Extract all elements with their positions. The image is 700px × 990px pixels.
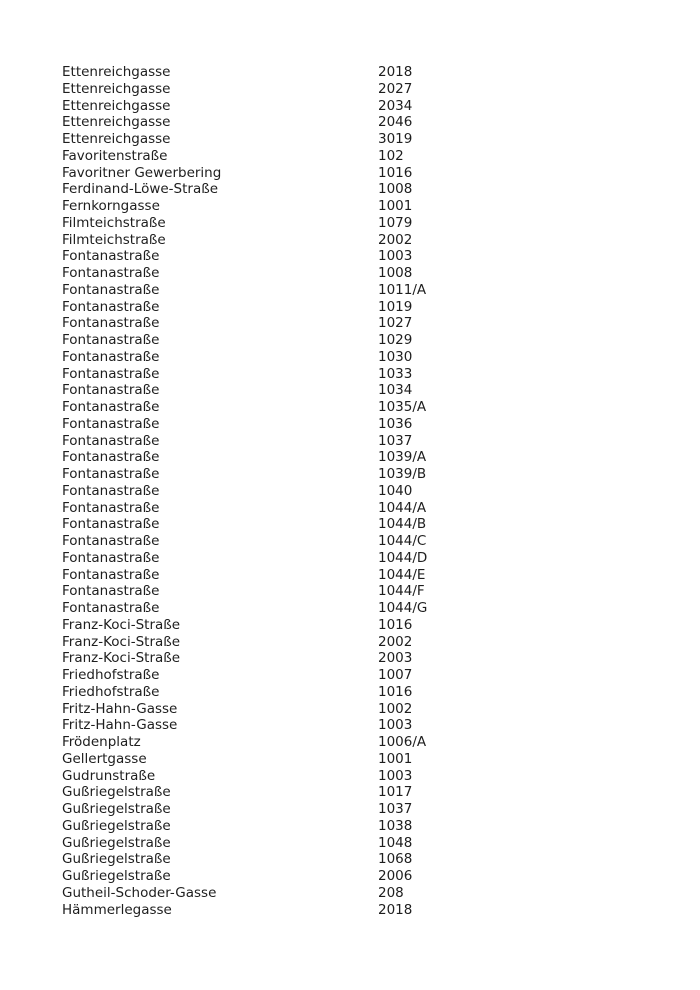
street-name: Fontanastraße [62,533,160,549]
list-row [62,902,680,919]
list-row [62,315,680,332]
list-row [62,399,680,416]
list-row [62,165,680,182]
street-name: Gußriegelstraße [62,801,171,817]
street-name: Fontanastraße [62,265,160,281]
street-code: 1035/A [378,399,427,415]
list-row [62,634,680,651]
list-row [62,98,680,115]
street-name: Fritz-Hahn-Gasse [62,700,178,717]
list-row [62,600,680,617]
street-code: 1037 [378,432,413,449]
street-list [62,64,680,918]
list-row [62,483,680,500]
list-row [62,768,680,785]
street-code: 1003 [378,767,413,784]
list-row [62,232,680,249]
list-row [62,466,680,483]
street-name: Fontanastraße [62,482,160,499]
street-name: Friedhofstraße [62,683,160,700]
list-row [62,533,680,550]
street-code: 1038 [378,817,413,834]
list-row [62,382,680,399]
street-name: Fontanastraße [62,600,160,616]
list-row [62,801,680,818]
street-code: 1079 [378,214,413,231]
list-row [62,868,680,885]
street-code: 2034 [378,97,413,114]
street-name: Ettenreichgasse [62,114,171,131]
list-row [62,215,680,232]
street-code: 208 [378,884,404,901]
street-name: Friedhofstraße [62,667,160,683]
street-code: 2027 [378,80,413,97]
street-code: 2018 [378,901,413,918]
street-name: Gußriegelstraße [62,784,171,801]
street-name: Franz-Koci-Straße [62,616,181,633]
street-name: Ettenreichgasse [62,80,171,97]
street-name: Franz-Koci-Straße [62,633,181,650]
street-code: 2002 [378,633,413,650]
list-row [62,64,680,81]
list-row [62,617,680,634]
street-name: Gellertgasse [62,750,147,767]
list-row [62,114,680,131]
list-row [62,784,680,801]
list-row [62,349,680,366]
street-code: 1003 [378,248,413,265]
list-row [62,550,680,567]
list-row [62,734,680,751]
street-name: Fernkorngasse [62,198,160,214]
list-row [62,282,680,299]
street-code: 2046 [378,114,413,131]
street-code: 1044/C [378,533,427,549]
street-name: Fontanastraße [62,499,160,516]
street-name: Fontanastraße [62,332,160,348]
list-row [62,701,680,718]
street-code: 1019 [378,298,413,315]
street-name: Ettenreichgasse [62,131,171,147]
list-row [62,332,680,349]
street-code: 1044/B [378,516,427,533]
street-name: Filmteichstraße [62,231,166,248]
street-name: Fontanastraße [62,516,160,533]
street-name: Ferdinand-Löwe-Straße [62,181,219,198]
street-name: Fontanastraße [62,415,160,432]
list-row [62,181,680,198]
street-name: Fontanastraße [62,248,160,265]
street-code: 1016 [378,164,413,181]
street-code: 1048 [378,834,413,851]
street-code: 2018 [378,64,413,80]
street-code: 1001 [378,198,413,214]
street-name: Favoritenstraße [62,147,168,164]
street-name: Fontanastraße [62,466,160,482]
street-code: 1008 [378,181,413,198]
street-name: Fontanastraße [62,298,160,315]
street-code: 102 [378,147,404,164]
street-code: 1044/F [378,583,425,600]
list-row [62,885,680,902]
street-name: Ettenreichgasse [62,97,171,114]
list-row [62,851,680,868]
street-name: Fontanastraße [62,399,160,415]
street-code: 1036 [378,415,413,432]
street-code: 1003 [378,717,413,734]
street-code: 1030 [378,348,413,365]
list-row [62,433,680,450]
street-code: 1008 [378,265,413,281]
street-name: Fontanastraße [62,583,160,600]
street-code: 1016 [378,683,413,700]
street-name: Favoritner Gewerbering [62,164,222,181]
street-code: 1016 [378,616,413,633]
list-row [62,81,680,98]
street-code: 3019 [378,131,413,147]
street-code: 1039/A [378,449,427,466]
street-name: Gußriegelstraße [62,868,171,884]
street-code: 1033 [378,365,413,382]
street-name: Ettenreichgasse [62,64,171,80]
street-code: 1001 [378,750,413,767]
list-row [62,265,680,282]
street-name: Fontanastraße [62,549,160,566]
list-row [62,516,680,533]
list-row [62,131,680,148]
list-row [62,835,680,852]
street-name: Fontanastraße [62,281,160,298]
list-row [62,299,680,316]
street-name: Fritz-Hahn-Gasse [62,717,178,734]
street-code: 1044/G [378,600,428,616]
street-name: Fontanastraße [62,432,160,449]
street-code: 1002 [378,700,413,717]
list-row [62,148,680,165]
street-name: Gußriegelstraße [62,851,171,868]
street-name: Fontanastraße [62,348,160,365]
street-code: 1034 [378,382,413,399]
list-row [62,751,680,768]
street-code: 1029 [378,332,413,348]
street-name: Gudrunstraße [62,767,156,784]
street-code: 1068 [378,851,413,868]
list-row [62,650,680,667]
street-name: Frödenplatz [62,734,141,750]
street-name: Fontanastraße [62,382,160,399]
street-code: 1044/D [378,549,428,566]
list-row [62,366,680,383]
street-code: 1017 [378,784,413,801]
street-name: Gutheil-Schoder-Gasse [62,884,217,901]
list-row [62,248,680,265]
street-name: Franz-Koci-Straße [62,650,181,667]
street-name: Fontanastraße [62,449,160,466]
list-row [62,583,680,600]
list-row [62,416,680,433]
list-row [62,567,680,584]
street-code: 1027 [378,315,413,332]
street-name: Gußriegelstraße [62,817,171,834]
list-row [62,500,680,517]
street-code: 1044/E [378,566,426,583]
list-row [62,818,680,835]
street-code: 2006 [378,868,413,884]
street-code: 2002 [378,231,413,248]
street-code: 1011/A [378,281,427,298]
street-name: Hämmerlegasse [62,901,172,918]
street-code: 1039/B [378,466,427,482]
street-name: Fontanastraße [62,566,160,583]
street-code: 2003 [378,650,413,667]
list-row [62,717,680,734]
street-code: 1044/A [378,499,427,516]
list-row [62,198,680,215]
list-row [62,449,680,466]
street-code: 1037 [378,801,413,817]
street-name: Fontanastraße [62,315,160,332]
street-code: 1007 [378,667,413,683]
list-row [62,684,680,701]
street-name: Gußriegelstraße [62,834,171,851]
street-name: Filmteichstraße [62,214,166,231]
street-code: 1040 [378,482,413,499]
street-name: Fontanastraße [62,365,160,382]
street-code: 1006/A [378,734,427,750]
list-row [62,667,680,684]
